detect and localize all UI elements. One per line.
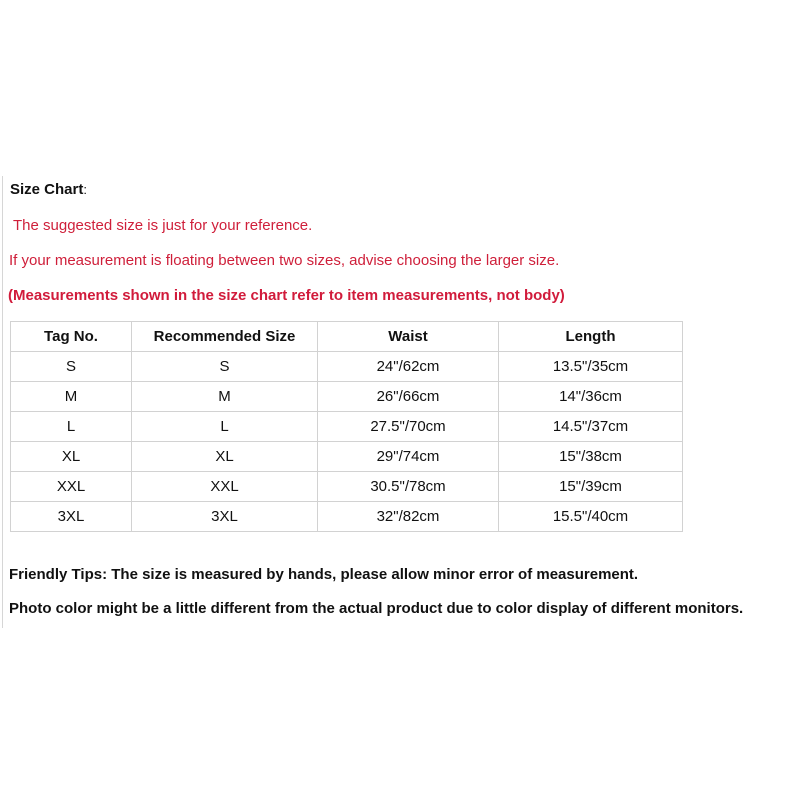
- cell-waist: 24"/62cm: [318, 352, 499, 382]
- cell-length: 13.5"/35cm: [499, 352, 683, 382]
- header-tag-no: Tag No.: [11, 322, 132, 352]
- cell-recommended-size: XXL: [132, 472, 318, 502]
- photo-color-tip: Photo color might be a little different from the actual product due to color display of different monitors.: [9, 600, 744, 617]
- header-recommended-size: Recommended Size: [132, 322, 318, 352]
- table-row: [11, 442, 683, 472]
- cell-recommended-size: S: [132, 352, 318, 382]
- size-chart-title-text: Size Chart: [10, 181, 84, 198]
- table-row: [11, 472, 683, 502]
- header-waist: Waist: [318, 322, 499, 352]
- cell-length: 14"/36cm: [499, 382, 683, 412]
- cell-length: 15.5"/40cm: [499, 502, 683, 532]
- cell-recommended-size: L: [132, 412, 318, 442]
- cell-length: 15"/39cm: [499, 472, 683, 502]
- floating-size-note: If your measurement is floating between two sizes, advise choosing the larger size.: [9, 252, 560, 269]
- cell-waist: 29"/74cm: [318, 442, 499, 472]
- size-chart-title: [10, 181, 87, 198]
- table-row: [11, 352, 683, 382]
- cell-tag-no: XXL: [11, 472, 132, 502]
- cell-waist: 30.5"/78cm: [318, 472, 499, 502]
- measurement-note: (Measurements shown in the size chart refer to item measurements, not body): [8, 287, 565, 304]
- cell-waist: 32"/82cm: [318, 502, 499, 532]
- cell-tag-no: 3XL: [11, 502, 132, 532]
- friendly-tip: Friendly Tips: The size is measured by hands, please allow minor error of measurement.: [9, 566, 639, 583]
- table-row: [11, 412, 683, 442]
- cell-tag-no: S: [11, 352, 132, 382]
- cell-tag-no: L: [11, 412, 132, 442]
- left-divider: [2, 176, 3, 628]
- cell-waist: 27.5"/70cm: [318, 412, 499, 442]
- cell-waist: 26"/66cm: [318, 382, 499, 412]
- header-length: Length: [499, 322, 683, 352]
- reference-note: The suggested size is just for your reference.: [13, 217, 313, 234]
- size-table: [10, 321, 683, 532]
- table-header-row: [11, 322, 683, 352]
- size-chart-title-colon: :: [83, 182, 87, 197]
- table-row: [11, 382, 683, 412]
- table-row: [11, 502, 683, 532]
- cell-tag-no: XL: [11, 442, 132, 472]
- cell-recommended-size: XL: [132, 442, 318, 472]
- cell-recommended-size: M: [132, 382, 318, 412]
- cell-length: 14.5"/37cm: [499, 412, 683, 442]
- cell-length: 15"/38cm: [499, 442, 683, 472]
- cell-recommended-size: 3XL: [132, 502, 318, 532]
- cell-tag-no: M: [11, 382, 132, 412]
